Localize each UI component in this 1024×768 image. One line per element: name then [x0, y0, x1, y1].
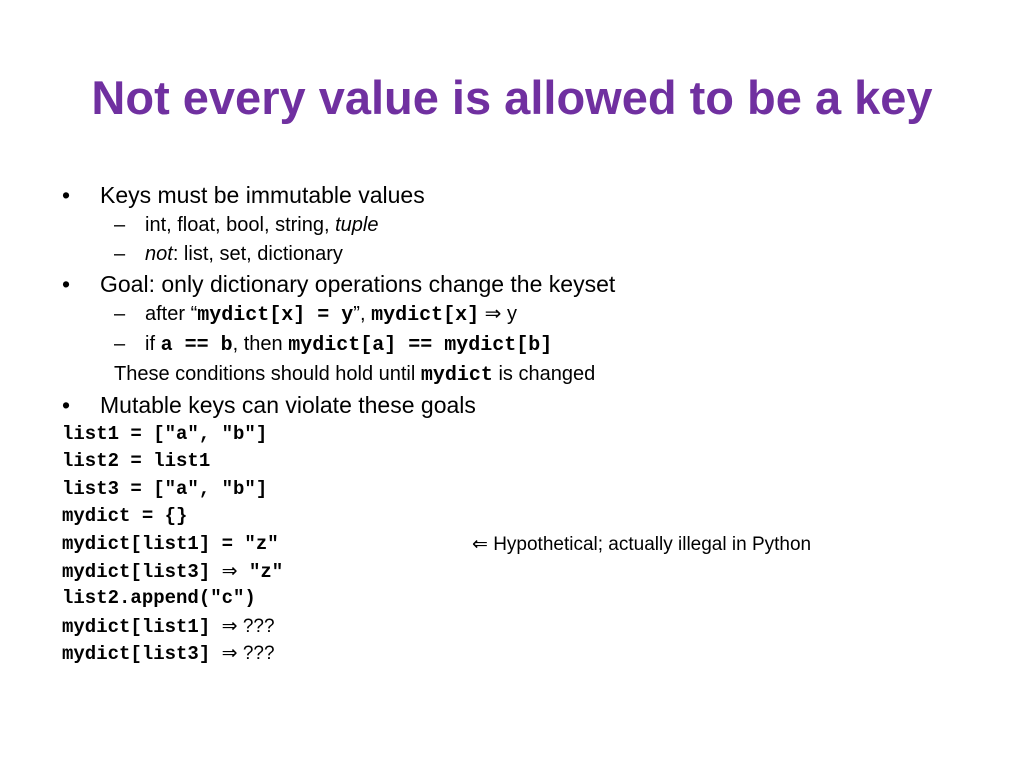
bullet-dot: • — [62, 271, 71, 297]
implies-unknown: ⇒ ??? — [221, 615, 275, 637]
sub-bullet-dash: – — [114, 303, 126, 325]
code-lookup-equal: mydict[a] == mydict[b] — [288, 334, 553, 357]
code-line-5 — [62, 531, 1002, 558]
sub-bullet-immutable-types — [62, 211, 1002, 240]
sub-bullet-suffix: ⇒ y — [479, 303, 517, 325]
code-text: mydict = {} — [62, 505, 188, 528]
note-prefix: These conditions should hold until — [114, 363, 421, 385]
code-line-6 — [62, 558, 1002, 585]
code-text: mydict[list1] — [62, 615, 222, 638]
code-block — [62, 421, 1002, 668]
code-text: mydict[list1] = "z" — [62, 532, 279, 555]
code-text: mydict[list3] — [62, 643, 222, 666]
sub-bullet-italic: tuple — [335, 214, 379, 236]
bullet-goal — [62, 269, 1002, 300]
sub-bullet-dash: – — [114, 243, 126, 265]
code-line-1 — [62, 421, 1002, 448]
bullet-text: Goal: only dictionary operations change the keyset — [100, 271, 616, 297]
sub-bullet-after-assign — [62, 300, 1002, 330]
code-text: list2.append("c") — [62, 587, 256, 610]
sub-bullet-not-types — [62, 240, 1002, 269]
sub-bullet-text: int, float, bool, string, — [145, 214, 336, 236]
code-line-2 — [62, 448, 1002, 475]
code-line-8 — [62, 613, 1002, 640]
sub-bullet-italic: not — [145, 243, 173, 265]
code-line-4 — [62, 503, 1002, 530]
code-text-result: "z" — [237, 560, 284, 583]
sub-bullet-prefix: after “ — [145, 303, 198, 325]
conditions-note — [62, 360, 1002, 390]
code-line-9 — [62, 640, 1002, 667]
slide-content — [62, 180, 1002, 668]
bullet-keys-immutable — [62, 180, 1002, 211]
sub-bullet-if-equal — [62, 330, 1002, 360]
code-line-3 — [62, 476, 1002, 503]
code-lookup: mydict[x] — [371, 304, 480, 327]
note-suffix: is changed — [492, 363, 596, 385]
code-assign: mydict[x] = y — [197, 304, 354, 327]
sub-bullet-dash: – — [114, 333, 126, 355]
sub-bullet-dash: – — [114, 214, 126, 236]
implies-arrow: ⇒ — [221, 560, 238, 582]
sub-bullet-text: : list, set, dictionary — [172, 243, 343, 265]
bullet-text: Keys must be immutable values — [100, 182, 425, 208]
sub-bullet-mid: , then — [232, 333, 289, 355]
code-mydict: mydict — [420, 364, 493, 387]
bullet-text: Mutable keys can violate these goals — [100, 392, 476, 418]
slide-title: Not every value is allowed to be a key — [91, 71, 933, 124]
code-text: list1 = ["a", "b"] — [62, 423, 268, 445]
bullet-mutable-keys — [62, 390, 1002, 421]
code-equal: a == b — [160, 334, 233, 357]
code-text: list2 = list1 — [62, 450, 211, 473]
code-text: mydict[list3] — [62, 560, 222, 583]
code-line-7 — [62, 585, 1002, 612]
sub-bullet-prefix: if — [145, 333, 161, 355]
hypothetical-comment: ⇐ Hypothetical; actually illegal in Python — [472, 533, 812, 555]
bullet-dot: • — [62, 392, 71, 418]
implies-unknown: ⇒ ??? — [221, 643, 275, 665]
sub-bullet-mid: ”, — [353, 303, 372, 325]
bullet-dot: • — [62, 182, 71, 208]
code-text: list3 = ["a", "b"] — [62, 477, 268, 500]
